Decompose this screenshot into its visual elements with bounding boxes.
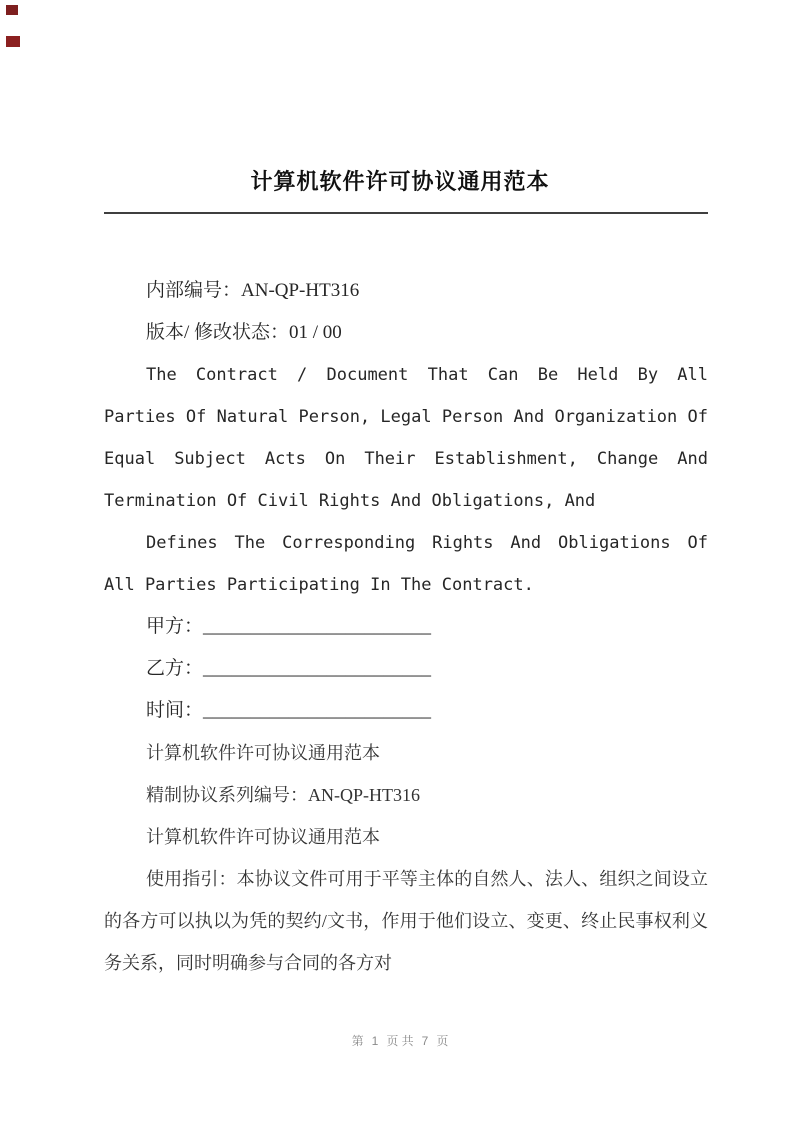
footer-total-pages: 7: [421, 1034, 429, 1048]
series-number-line: 精制协议系列编号：AN-QP-HT316: [146, 785, 420, 805]
internal-number-line: 内部编号：AN-QP-HT316: [146, 280, 360, 301]
date-blank-line: 时间：________________________: [146, 700, 432, 721]
usage-guide-paragraph: 使用指引：本协议文件可用于平等主体的自然人、法人、组织之间设立的各方可以执以为凭的契约/文书，作用于他们设立、变更、终止民事权利义务关系，同时明确参与合同的各方对: [104, 869, 708, 973]
footer-label-suffix: 页: [436, 1034, 449, 1048]
subtitle-repeat-1: 计算机软件许可协议通用范本: [146, 743, 380, 763]
party-b-blank-line: 乙方：________________________: [146, 658, 432, 679]
footer-label-prefix: 第: [351, 1034, 364, 1048]
subtitle-repeat-2: 计算机软件许可协议通用范本: [146, 827, 380, 847]
page-footer: [0, 1032, 800, 1049]
english-intro-paragraph-2: Defines The Corresponding Rights And Obligations Of All Parties Participating In The Contract.: [104, 533, 708, 595]
english-intro-paragraph-1: The Contract / Document That Can Be Held By All Parties Of Natural Person, Legal Person And Organization Of Equal Subject Acts On Their Establishment, Change And Termination Of Civil Rights And Obligations, And: [104, 365, 708, 511]
party-a-blank-line: 甲方：________________________: [146, 616, 432, 637]
scan-artifact-mark: [6, 36, 20, 47]
scan-artifact-mark: [6, 5, 18, 15]
document-body: [104, 270, 708, 984]
footer-label-infix: 页 共: [386, 1034, 414, 1048]
version-status-line: 版本/ 修改状态：01 / 00: [146, 322, 342, 343]
footer-current-page: 1: [371, 1034, 379, 1048]
title-divider: [104, 212, 708, 214]
document-title: 计算机软件许可协议通用范本: [250, 169, 550, 194]
